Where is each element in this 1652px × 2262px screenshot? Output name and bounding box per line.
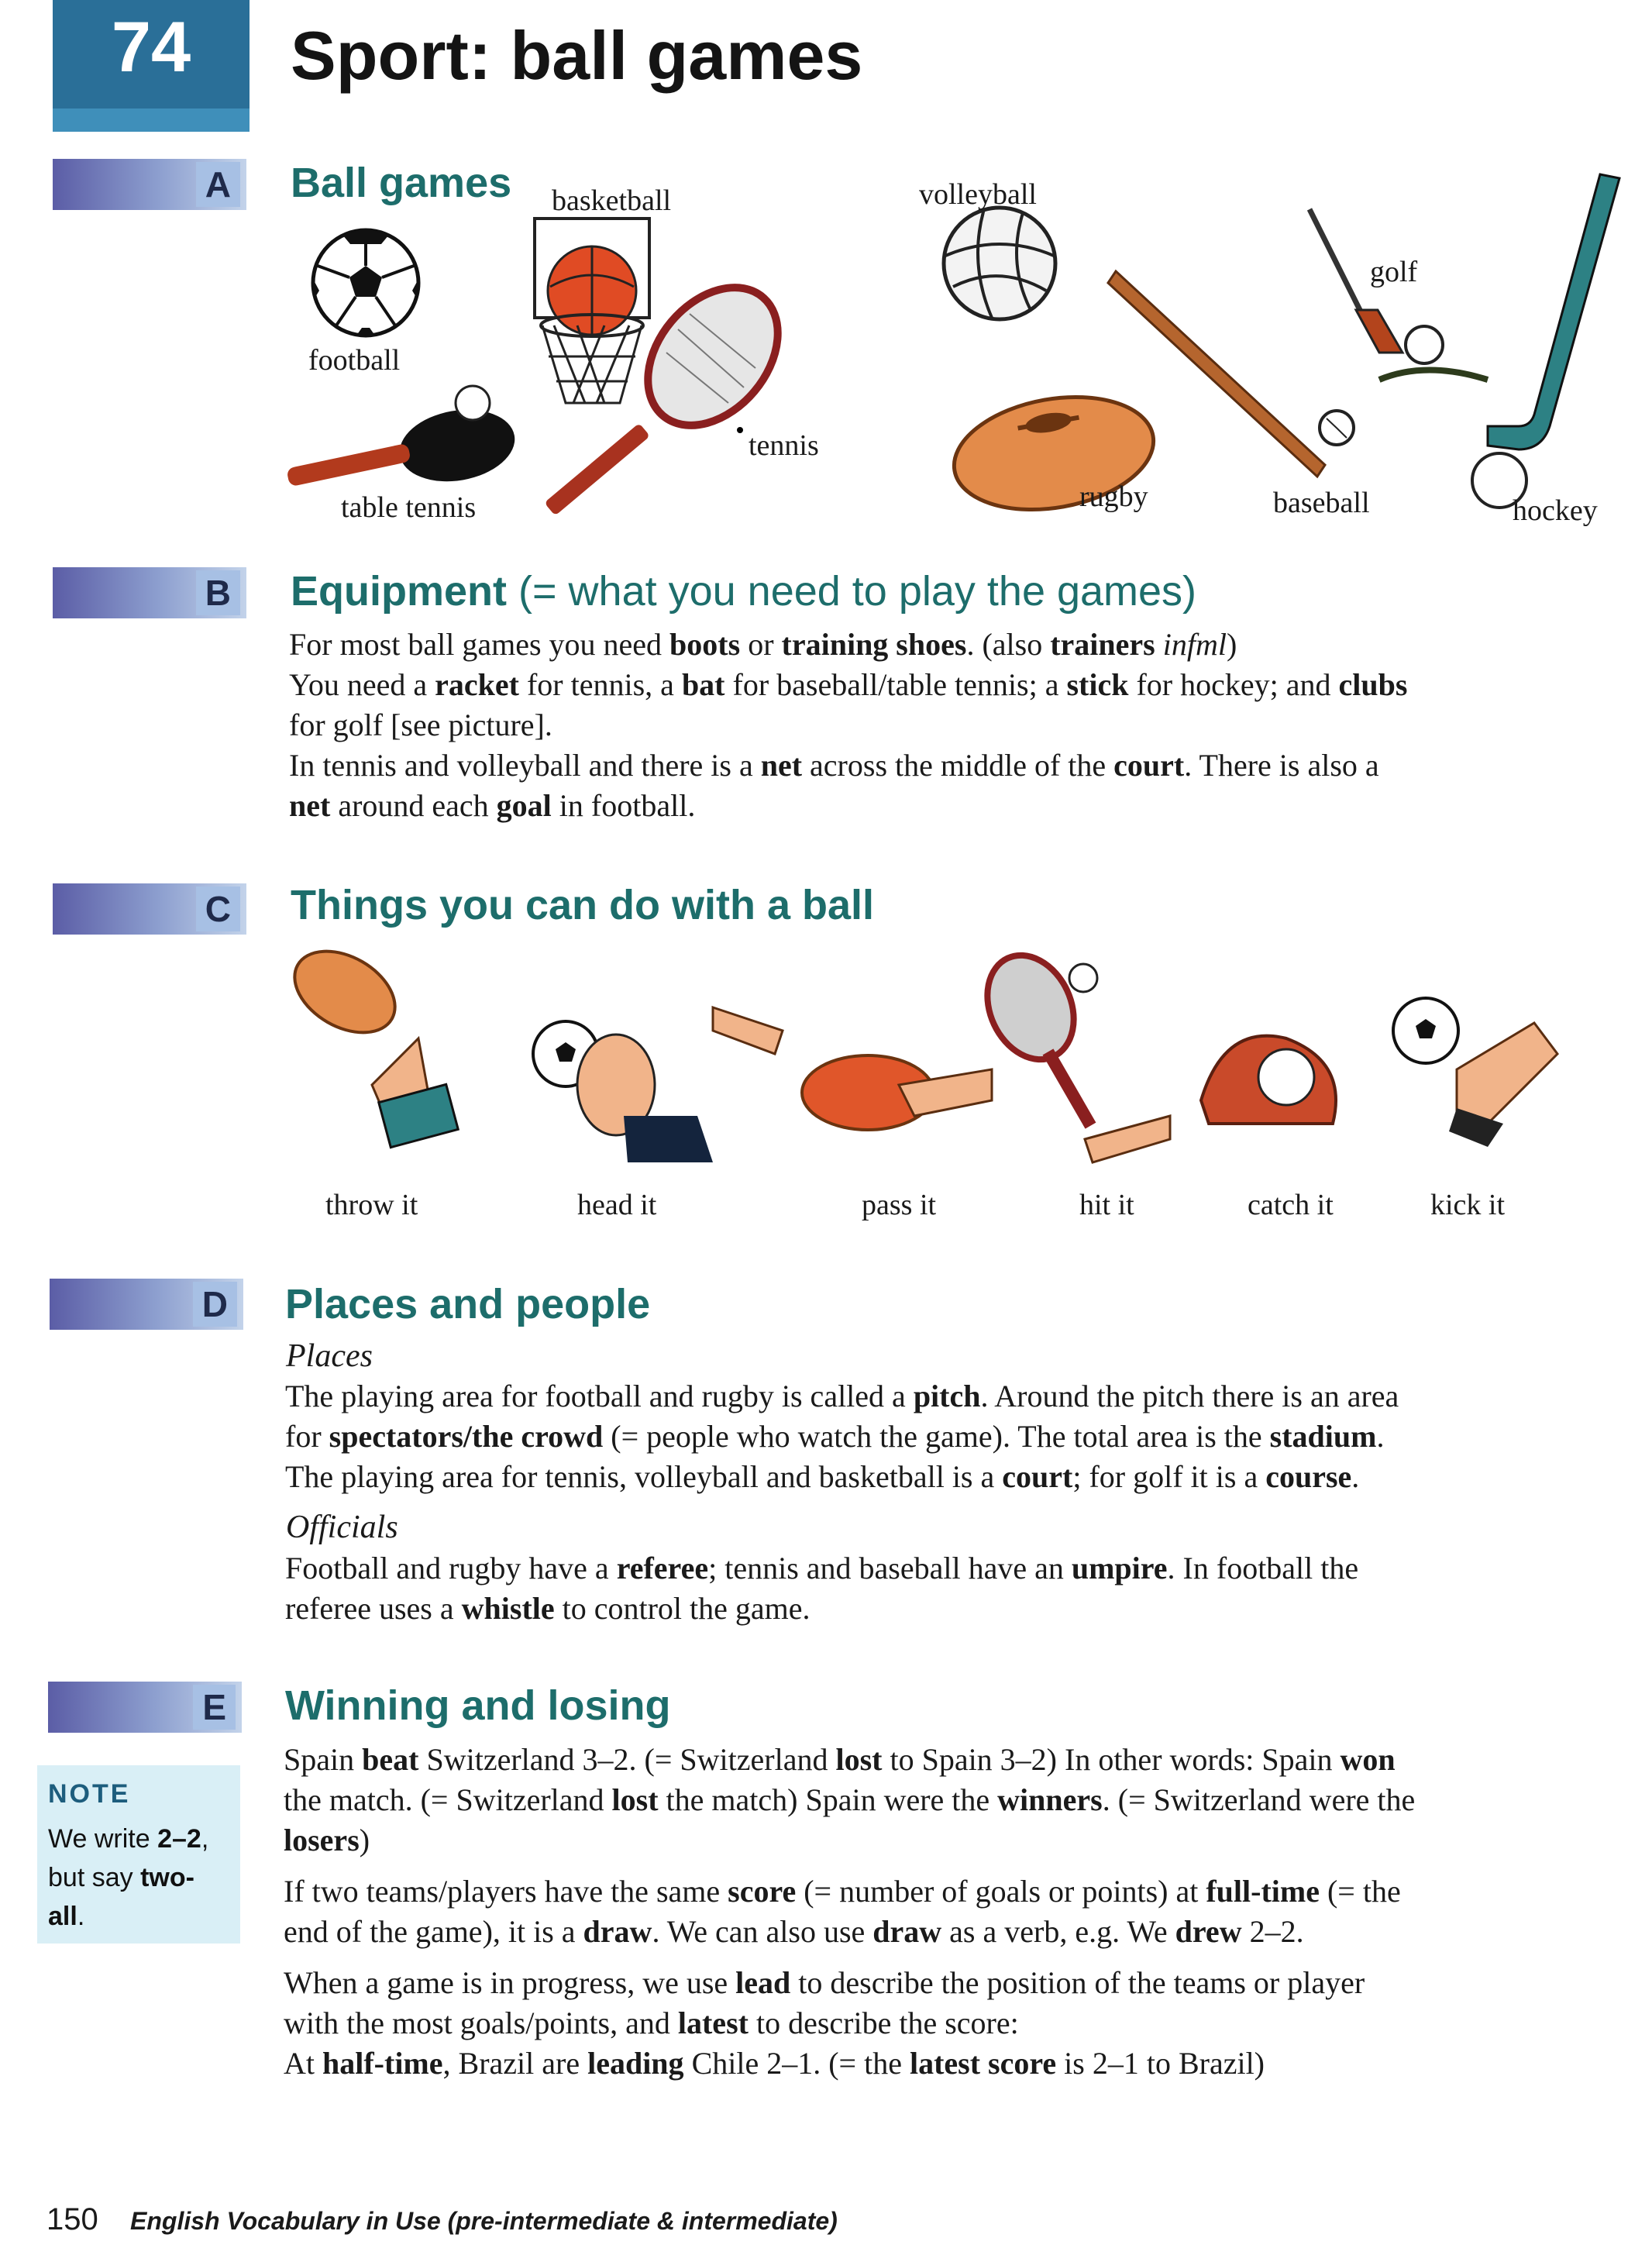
- equipment-text: [289, 625, 1407, 826]
- text-line: Spain beat Switzerland 3–2. (= Switzerland lost to Spain 3–2) In other words: Spain won: [284, 1742, 1396, 1777]
- places-text: [285, 1376, 1399, 1497]
- label-hit-it: hit it: [1079, 1189, 1134, 1221]
- label-rugby: rugby: [1079, 480, 1148, 513]
- label-baseball: baseball: [1273, 487, 1370, 519]
- label-volleyball: volleyball: [919, 178, 1037, 211]
- heading-definition: (= what you need to play the games): [518, 568, 1197, 615]
- text-line: the match. (= Switzerland lost the match) Spain were the winners. (= Switzerland were the: [284, 1782, 1416, 1817]
- note-line: We write 2–2,: [48, 1824, 209, 1854]
- text-line: The playing area for tennis, volleyball and basketball is a court; for golf it is a course.: [285, 1459, 1360, 1494]
- label-football: football: [308, 344, 401, 377]
- subheading-places: Places: [286, 1338, 373, 1374]
- bold-term: boots: [669, 627, 741, 662]
- section-tab-c: [53, 883, 246, 935]
- bold-term: draw: [583, 1914, 652, 1949]
- bold-term: leading: [587, 2046, 684, 2081]
- label-pass-it: pass it: [862, 1189, 937, 1221]
- text-line: with the most goals/points, and latest to describe the score:: [284, 2006, 1019, 2040]
- bold-term: losers: [284, 1823, 360, 1857]
- note-title: NOTE: [48, 1779, 131, 1809]
- text-line: If two teams/players have the same score (= number of goals or points) at full-time (= the: [284, 1874, 1401, 1909]
- bold-term: 2–2: [157, 1824, 201, 1854]
- bold-term: draw: [872, 1914, 942, 1949]
- volleyball-picture: [944, 208, 1055, 319]
- catch-picture: [1201, 1036, 1336, 1124]
- bold-term: lead: [735, 1965, 791, 2000]
- section-tab-a: [53, 159, 246, 210]
- heading-text: Equipment: [291, 568, 507, 615]
- section-letter: E: [193, 1685, 236, 1730]
- hit-picture: [971, 942, 1170, 1162]
- note-line: but say two-: [48, 1863, 194, 1892]
- bold-term: training shoes: [781, 627, 967, 662]
- text-line: You need a racket for tennis, a bat for baseball/table tennis; a stick for hockey; and clubs: [289, 667, 1408, 702]
- label-kick-it: kick it: [1430, 1189, 1506, 1221]
- bold-term: whistle: [461, 1591, 555, 1626]
- section-heading-b: [291, 566, 1196, 617]
- winning-losing-text: [284, 1740, 1415, 2084]
- bold-term: won: [1340, 1742, 1396, 1777]
- bold-term: stadium: [1269, 1419, 1377, 1454]
- head-picture: [533, 1021, 713, 1162]
- label-head-it: head it: [577, 1189, 657, 1221]
- section-heading-a: Ball games: [291, 160, 512, 206]
- subheading-officials: Officials: [286, 1510, 398, 1545]
- text-line: Football and rugby have a referee; tennis and baseball have an umpire. In football the: [285, 1551, 1359, 1585]
- bold-term: latest: [677, 2006, 749, 2040]
- unit-title: Sport: ball games: [291, 17, 863, 94]
- text-line: for golf [see picture].: [289, 708, 552, 742]
- text-line: At half-time, Brazil are leading Chile 2–1. (= the latest score is 2–1 to Brazil): [284, 2046, 1265, 2081]
- bold-term: stick: [1066, 667, 1129, 702]
- unit-number-box: [53, 0, 250, 132]
- note-line: all.: [48, 1902, 85, 1931]
- golf-picture: [1310, 209, 1488, 380]
- text-line: The playing area for football and rugby is called a pitch. Around the pitch there is an area: [285, 1379, 1399, 1413]
- bold-term: pitch: [913, 1379, 981, 1413]
- text-line: For most ball games you need boots or training shoes. (also trainers infml): [289, 627, 1237, 662]
- text-line: losers): [284, 1823, 370, 1857]
- text-line: for spectators/the crowd (= people who watch the game). The total area is the stadium.: [285, 1419, 1385, 1454]
- section-tab-e: [48, 1682, 242, 1733]
- label-golf: golf: [1370, 256, 1418, 288]
- bold-term: full-time: [1206, 1874, 1320, 1909]
- text-line: net around each goal in football.: [289, 788, 696, 823]
- bold-term: bat: [681, 667, 725, 702]
- bold-term: goal: [496, 788, 552, 823]
- text-line: referee uses a whistle to control the game.: [285, 1591, 811, 1626]
- ball-games-illustration: [279, 170, 1627, 535]
- unit-number: 74: [111, 8, 191, 87]
- bold-term: course: [1265, 1459, 1352, 1494]
- label-tennis: tennis: [749, 429, 819, 462]
- section-heading-e: Winning and losing: [285, 1682, 671, 1729]
- label-table-tennis: table tennis: [341, 491, 477, 524]
- officials-text: [285, 1548, 1358, 1629]
- ball-actions-illustration: [279, 930, 1612, 1186]
- page-number: 150: [46, 2202, 98, 2236]
- label-basketball: basketball: [552, 184, 672, 217]
- bold-term: lost: [611, 1782, 659, 1817]
- bold-term: drew: [1175, 1914, 1242, 1949]
- bold-term: clubs: [1338, 667, 1408, 702]
- bold-term: racket: [435, 667, 519, 702]
- bold-term: trainers: [1050, 627, 1155, 662]
- bold-term: beat: [362, 1742, 419, 1777]
- bold-term: court: [1002, 1459, 1073, 1494]
- football-picture: [313, 230, 418, 336]
- bold-term: court: [1113, 748, 1185, 783]
- section-heading-d: Places and people: [285, 1281, 651, 1327]
- book-title: English Vocabulary in Use (pre-intermediate & intermediate): [130, 2207, 838, 2235]
- label-catch-it: catch it: [1248, 1189, 1334, 1221]
- section-tab-d: [50, 1279, 243, 1330]
- section-letter: A: [196, 162, 240, 207]
- bold-term: half-time: [322, 2046, 443, 2081]
- throw-picture: [280, 935, 458, 1148]
- text-line: When a game is in progress, we use lead to describe the position of the teams or player: [284, 1965, 1365, 2000]
- label-throw-it: throw it: [325, 1189, 418, 1221]
- text-line: In tennis and volleyball and there is a net across the middle of the court. There is also a: [289, 748, 1379, 783]
- section-heading-c: Things you can do with a ball: [291, 882, 875, 928]
- kick-picture: [1393, 998, 1557, 1147]
- bold-term: net: [289, 788, 331, 823]
- bold-term: two-: [140, 1863, 194, 1892]
- bold-term: all: [48, 1902, 77, 1931]
- text-line: end of the game), it is a draw. We can also use draw as a verb, e.g. We drew 2–2.: [284, 1914, 1304, 1949]
- bold-term: latest score: [909, 2046, 1057, 2081]
- bold-term: lost: [835, 1742, 883, 1777]
- section-letter: D: [193, 1282, 237, 1327]
- bold-term: net: [760, 748, 803, 783]
- bold-term: spectators/the crowd: [329, 1419, 604, 1454]
- pass-picture: [713, 1007, 992, 1130]
- section-tab-b: [53, 567, 246, 618]
- bold-term: umpire: [1071, 1551, 1168, 1585]
- bold-term: winners: [997, 1782, 1103, 1817]
- hockey-picture: [1472, 174, 1619, 508]
- basketball-picture: [535, 219, 649, 403]
- section-letter: C: [196, 887, 240, 931]
- bold-term: score: [728, 1874, 797, 1909]
- italic-term: infml: [1162, 627, 1227, 662]
- bold-term: referee: [616, 1551, 709, 1585]
- label-hockey: hockey: [1513, 494, 1598, 527]
- section-letter: B: [196, 570, 240, 615]
